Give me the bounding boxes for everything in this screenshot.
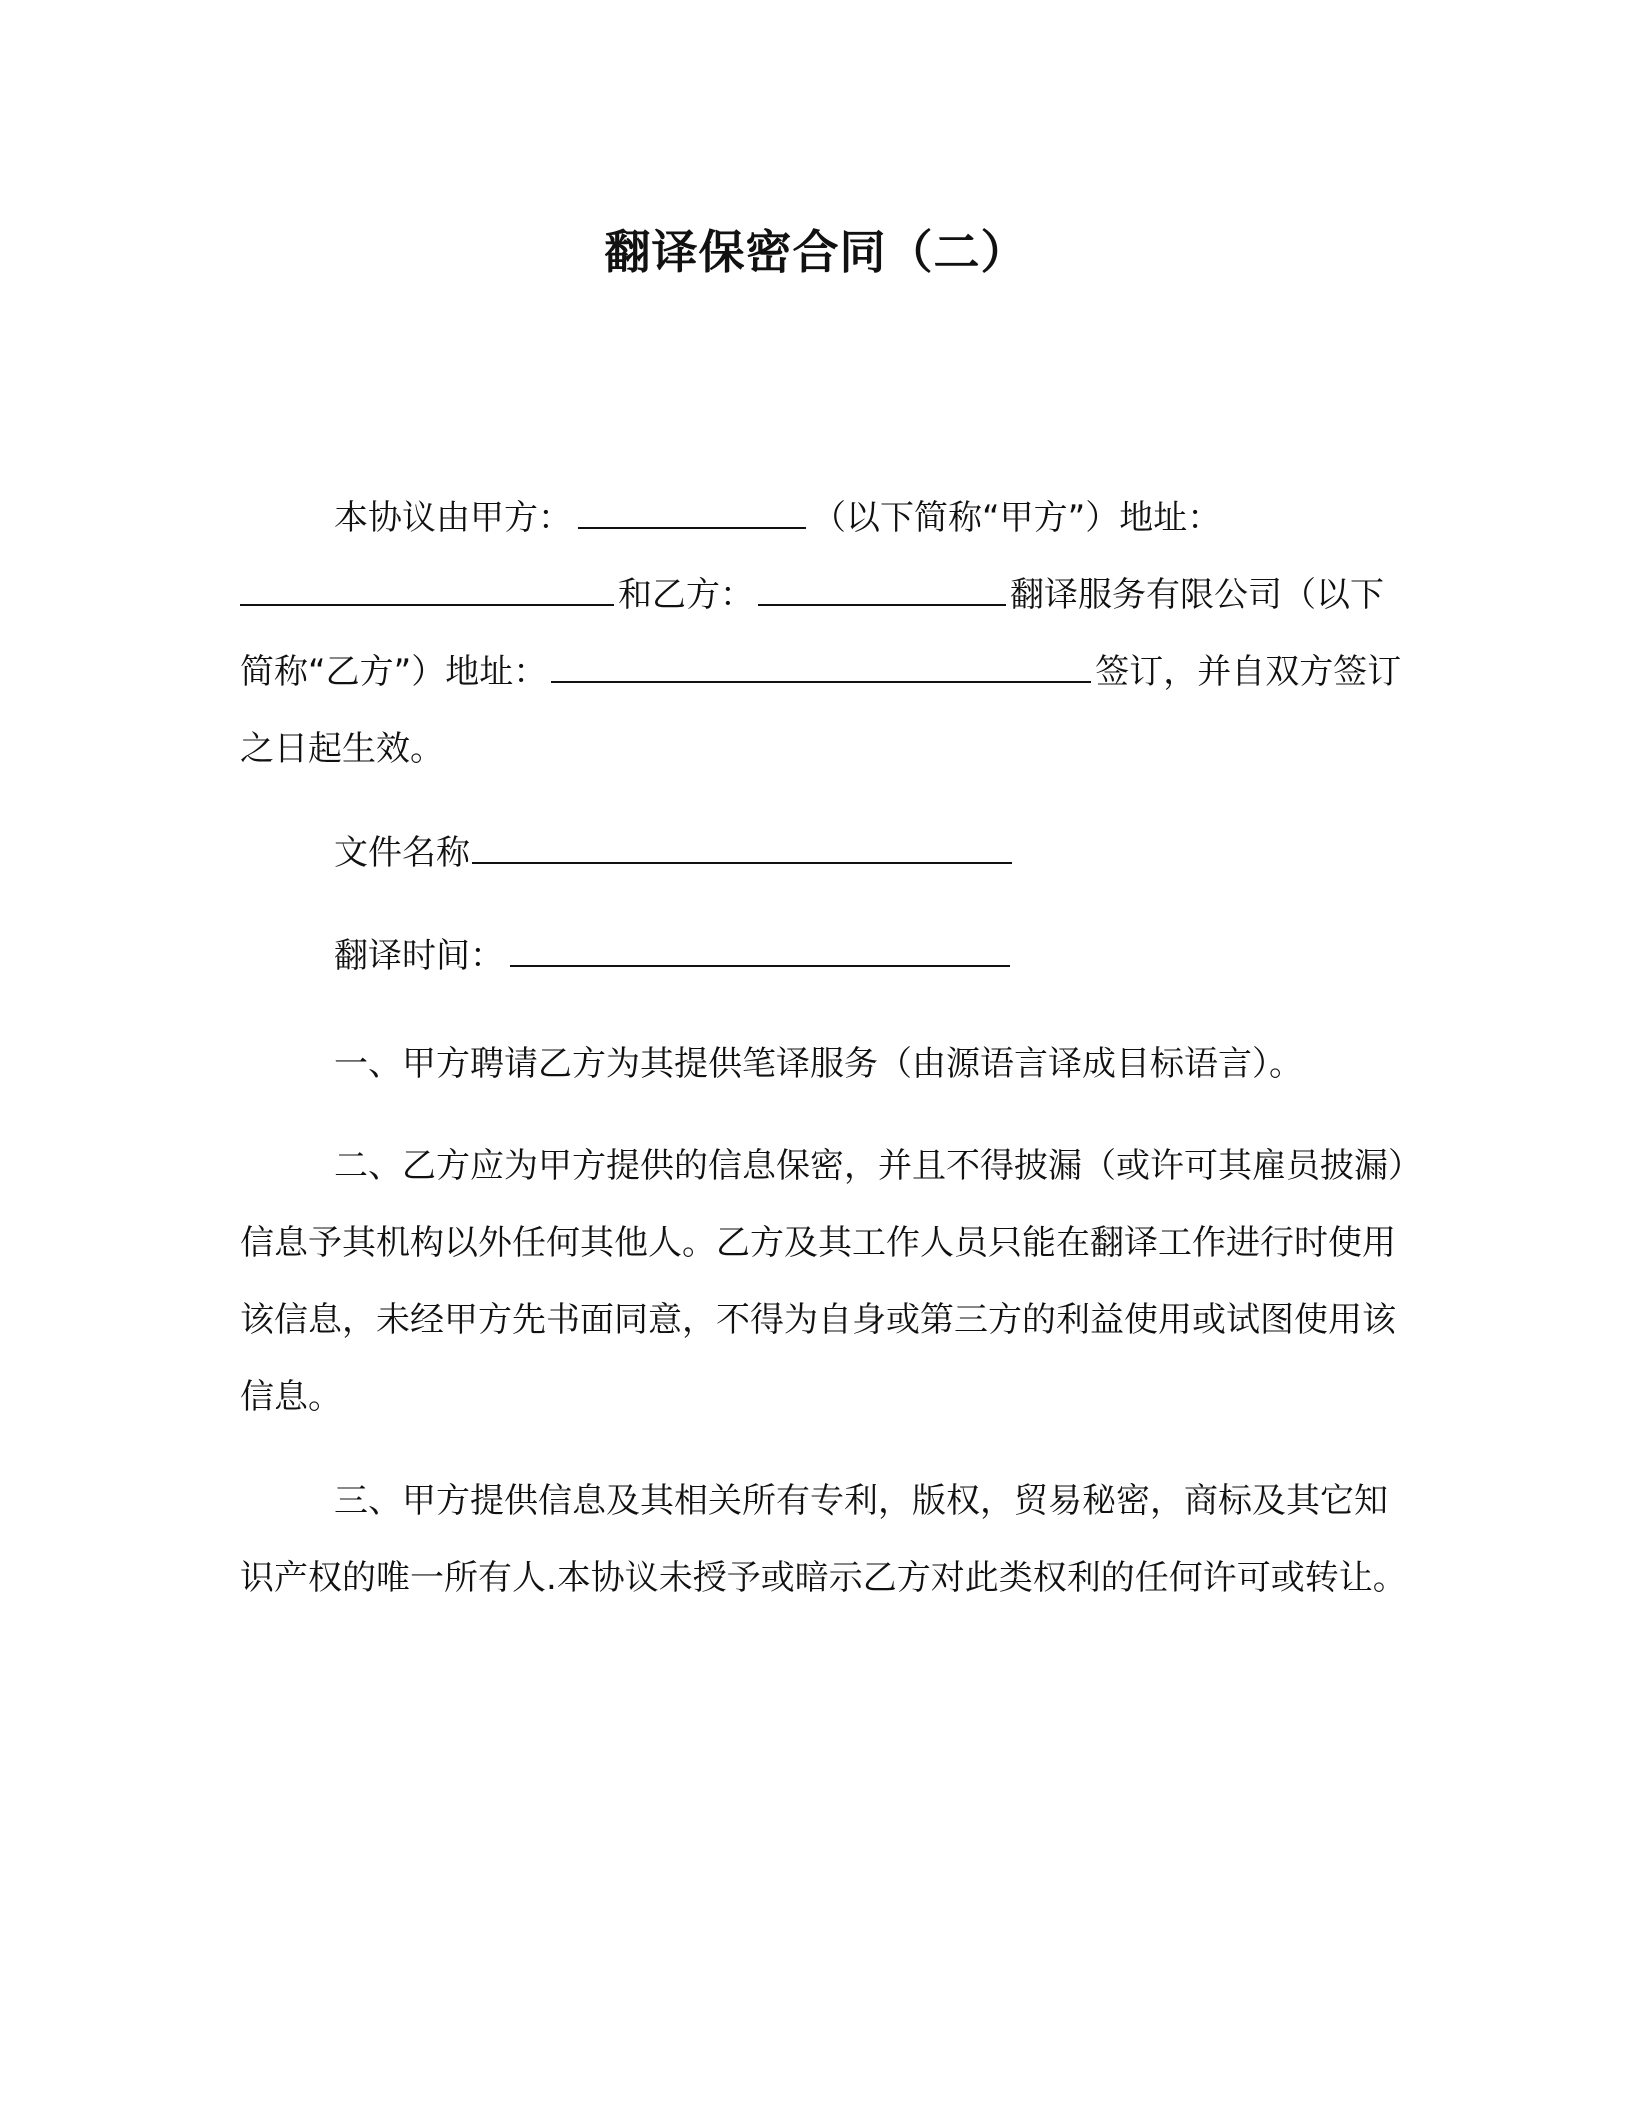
translation-time-label: 翻译时间： [334, 936, 504, 976]
translation-time-blank [510, 935, 1010, 967]
file-name-label: 文件名称 [334, 833, 470, 873]
translation-time-line [334, 918, 1010, 995]
clause-2: 二、乙方应为甲方提供的信息保密，并且不得披漏（或许可其雇员披漏）信息予其机构以外任何其他人。乙方及其工作人员只能在翻译工作进行时使用该信息，未经甲方先书面同意，不得为自身或第三方的利益使用或试图使用该信息。 [240, 1146, 1405, 1417]
party-b-name-blank [758, 574, 1006, 606]
clause-1: 一、甲方聘请乙方为其提供笔译服务（由源语言译成目标语言）。 [334, 1044, 1303, 1084]
intro-party-b-label: 和乙方： [618, 575, 754, 615]
file-name-blank [472, 832, 1012, 864]
intro-paragraph [240, 480, 1410, 788]
clause-3: 三、甲方提供信息及其相关所有专利，版权，贸易秘密，商标及其它知识产权的唯一所有人.本协议未授予或暗示乙方对此类权利的任何许可或转让。 [240, 1481, 1407, 1598]
party-a-address-blank [240, 574, 614, 606]
document-title: 翻译保密合同（二） [604, 225, 1028, 279]
party-a-name-blank [578, 497, 806, 529]
intro-party-a-label: 本协议由甲方： [334, 498, 572, 538]
intro-party-b-alias: 翻译服务有限公司（以下简称“乙方”）地址： [240, 575, 1384, 692]
intro-party-a-alias: （以下简称“甲方”）地址： [812, 498, 1222, 538]
intro-effective-clause: 签订，并自双方签订之日起生效。 [240, 652, 1402, 769]
party-b-address-blank [551, 651, 1091, 683]
file-name-line [334, 815, 1012, 892]
